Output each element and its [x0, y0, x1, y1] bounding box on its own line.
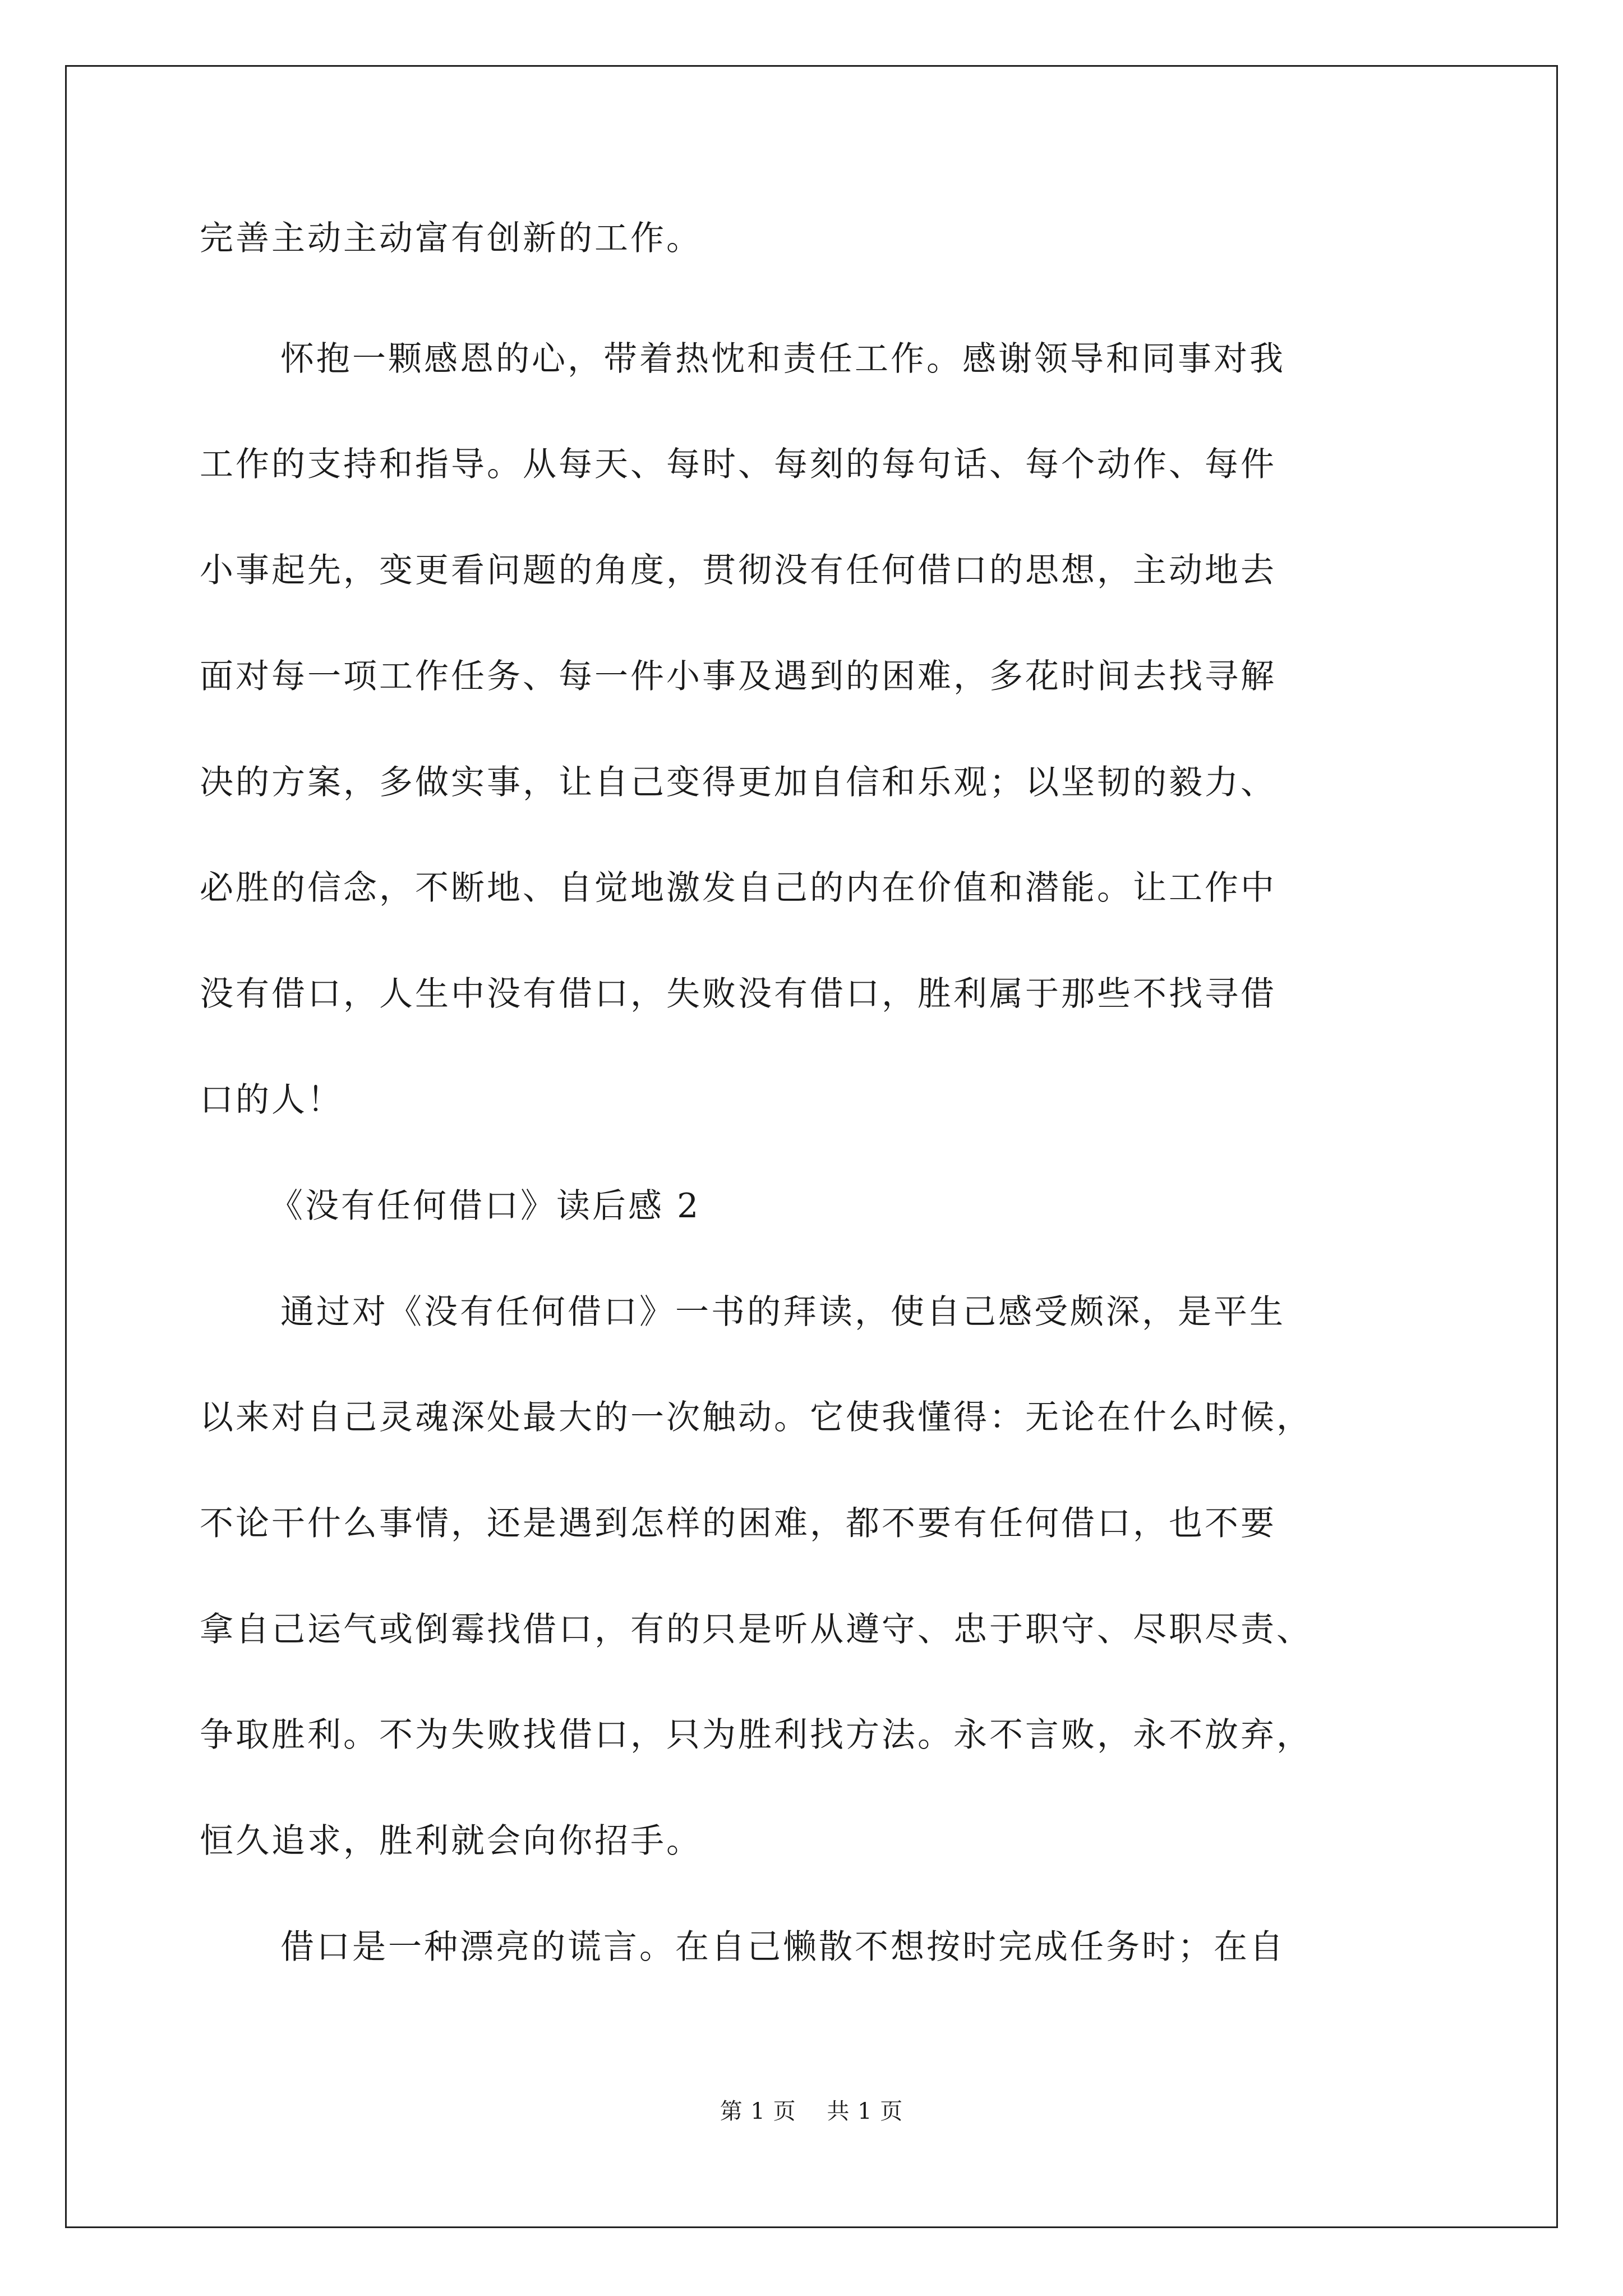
text-line: 通过对《没有任何借口》一书的拜读，使自己感受颇深，是平生	[280, 1292, 1285, 1332]
text-line: 面对每一项工作任务、每一件小事及遇到的困难，多花时间去找寻解	[200, 657, 1276, 696]
text-line: 必胜的信念，不断地、自觉地激发自己的内在价值和潜能。让工作中	[200, 868, 1276, 908]
text-line: 以来对自己灵魂深处最大的一次触动。它使我懂得：无论在什么时候，	[200, 1398, 1312, 1437]
text-line: 借口是一种漂亮的谎言。在自己懒散不想按时完成任务时；在自	[280, 1927, 1285, 1967]
text-line: 怀抱一颗感恩的心，带着热忱和责任工作。感谢领导和同事对我	[280, 339, 1285, 379]
text-line: 决的方案，多做实事，让自己变得更加自信和乐观；以坚韧的毅力、	[200, 763, 1276, 802]
text-line: 完善主动主动富有创新的工作。	[200, 219, 702, 258]
text-line: 恒久追求，胜利就会向你招手。	[200, 1821, 702, 1861]
text-line: 没有借口，人生中没有借口，失败没有借口，胜利属于那些不找寻借	[200, 974, 1276, 1014]
page-border	[65, 65, 1558, 2228]
text-line: 争取胜利。不为失败找借口，只为胜利找方法。永不言败，永不放弃，	[200, 1715, 1312, 1755]
section-heading: 《没有任何借口》读后感 2	[269, 1186, 701, 1226]
text-line: 小事起先，变更看问题的角度，贯彻没有任何借口的思想，主动地去	[200, 551, 1276, 590]
page-number: 第 1 页 共 1 页	[720, 2099, 903, 2124]
text-line: 口的人！	[200, 1080, 343, 1120]
text-line: 不论干什么事情，还是遇到怎样的困难，都不要有任何借口，也不要	[200, 1504, 1276, 1543]
text-line: 拿自己运气或倒霉找借口，有的只是听从遵守、忠于职守、尽职尽责、	[200, 1610, 1312, 1649]
text-line: 工作的支持和指导。从每天、每时、每刻的每句话、每个动作、每件	[200, 445, 1276, 484]
